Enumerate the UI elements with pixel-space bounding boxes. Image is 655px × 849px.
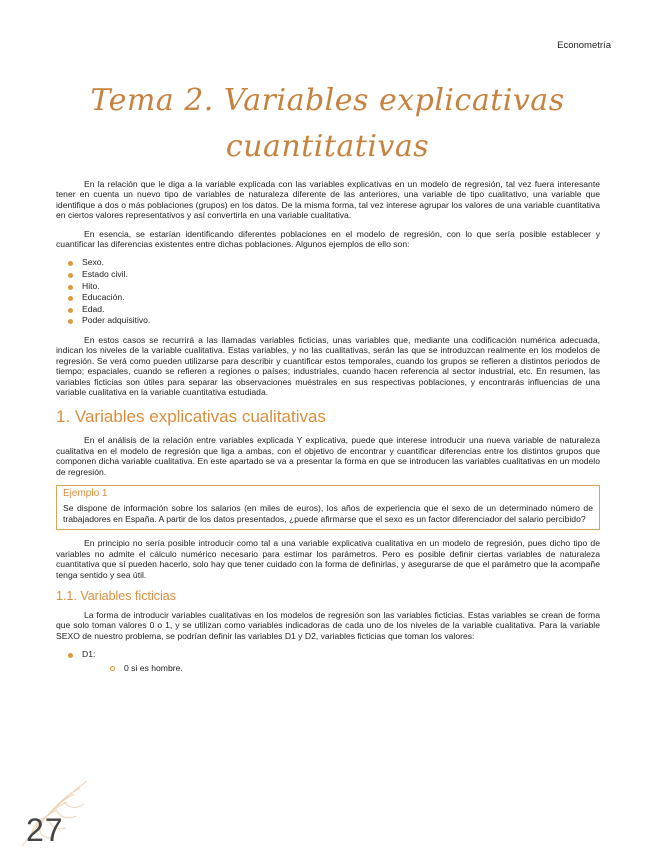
list-item: Educación. <box>68 292 600 304</box>
example-title: Ejemplo 1 <box>63 488 108 500</box>
title-line-2: cuantitativas <box>225 129 430 164</box>
subsection-heading: 1.1. Variables ficticias <box>56 588 176 603</box>
intro-paragraph-2: En esencia, se estarían identificando diferentes poblaciones en el modelo de regresión, con lo que sería posible establecer y cuantificar las diferencias existentes entre dichas poblaciones. Algunos ejemplos de ello son: <box>56 228 600 250</box>
title-line-1: Tema 2. Variables explicativas <box>90 83 565 118</box>
list-item: Poder adquisitivo. <box>68 315 600 327</box>
dummy-value-item: 0 si es hombre. <box>110 663 600 675</box>
subsection-paragraph: La forma de introducir variables cualitativas en los modelos de regresión son las variables ficticias. Estas variables se crean de forma que solo toman valores 0 o 1, y se utilizan como variables indicadoras de cada uno de los niveles de la variable cualitativa. Para la variable SEXO de nuestro problema, se podrían definir las variables D1 y D2, variables ficticias que toman los valores: <box>56 609 600 641</box>
section-heading: 1. Variables explicativas cualitativas <box>56 407 326 427</box>
page-number: 27 <box>26 812 64 848</box>
dummy-list <box>56 649 600 674</box>
list-item: Sexo. <box>68 257 600 269</box>
examples-list <box>56 257 600 327</box>
after-example-paragraph: En principio no sería posible introducir como tal a una variable explicativa cualitativa en un modelo de regresión, pues dicho tipo de variables no admite el cálculo numérico necesario para estimar los parámetros. Pero es posible definir ciertas variables de naturaleza cuantitativa que sí pueden hacerlo, solo hay que tener cuidado con la forma de definirlas, y asegurarse de que el parámetro que la acompañe tenga sentido y sea útil. <box>56 538 600 580</box>
dummy-sublist <box>82 663 600 675</box>
page-title <box>60 78 595 170</box>
intro-paragraph-1: En la relación que le diga a la variable explicada con las variables explicativas en un modelo de regresión, tal vez fuera interesante tener en cuenta un nuevo tipo de variables de naturaleza diferente de las anteriores, una variable de tipo cualitativo, una variable que identifique a dos o más poblaciones (grupos) en los datos. De la misma forma, tal vez interese agrupar los valores de una variable cuantitativa en ciertos valores representativos y así convertirla en una variable cualitativa. <box>56 179 600 221</box>
list-item: Edad. <box>68 304 600 316</box>
intro-paragraph-3: En estos casos se recurrirá a las llamadas variables ficticias, unas variables que, mediante una codificación numérica adecuada, indican los niveles de la variable cualitativa. Estas variables, y no las cualitativas, serán las que se introduzcan realmente en los modelos de regresión. Se verá como pueden utilizarse para describir y cuantificar estos temporales, cuando los grupos se refieren a distintos periodos de tiempo; espaciales, cuando se refieren a regiones o países; industriales, cuando hacen referencia al sector industrial, etc. En resumen, las variables ficticias son útiles para separar las observaciones muéstrales en sus respectivas poblaciones, y encontrarás influencias de una variable cualitativa en la variable cuantitativa estudiada. <box>56 335 600 398</box>
header-course: Econometría <box>557 40 611 51</box>
document-body <box>56 179 600 682</box>
list-item: Estado civil. <box>68 269 600 281</box>
example-text: Se dispone de información sobre los salarios (en miles de euros), los años de experiencia que el sexo de un determinado número de trabajadores en España. A partir de los datos presentados, ¿puede afirmarse que el sexo es un factor diferenciador del salario percibido? <box>63 503 593 524</box>
dummy-label: D1: <box>82 649 96 660</box>
dummy-item <box>68 649 600 674</box>
list-item: Hito. <box>68 281 600 293</box>
example-box <box>56 485 600 530</box>
section-paragraph: En el análisis de la relación entre variables explicada Y explicativa, puede que interese introducir una nueva variable de naturaleza cualitativa en el modelo de regresión que liga a ambas, con el objetivo de encontrar y cuantificar diferencias entre los distintos grupos que componen dicha variable cualitativa. En este apartado se va a presentar la forma en que se introducen las variables cualitativas en un modelo de regresión. <box>56 435 600 477</box>
